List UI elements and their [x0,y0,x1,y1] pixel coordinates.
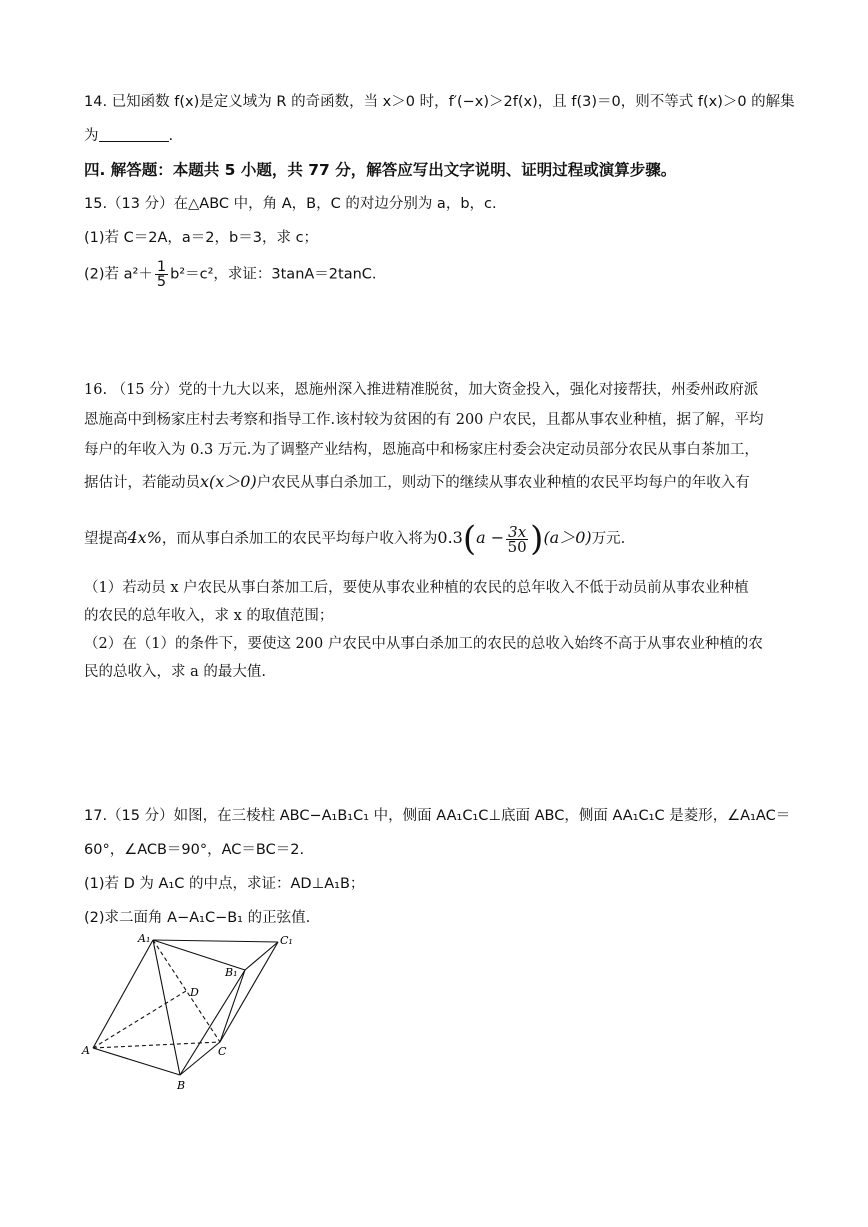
fraction-denominator: 5 [156,274,167,290]
label-A: A [82,1044,90,1057]
q14-line1: 14. 已知函数 f(x)是定义域为 R 的奇函数，当 x＞0 时，f′(−x)＞2f(x)，且 f(3)＝0，则不等式 f(x)＞0 的解集 [84,94,795,110]
q15-intro: 15.（13 分）在△ABC 中，角 A，B，C 的对边分别为 a，b，c. [84,196,497,212]
q17-part1: (1)若 D 为 A₁C 的中点，求证：AD⊥A₁B； [84,876,365,892]
q16-line4-suffix: 户农民从事白杀加工，则动下的继续从事农业种植的农民平均每户的年收入有 [256,475,750,491]
q16-line5-mid: ，而从事白杀加工的农民平均每户收入将为 [161,531,438,547]
q16-frac-den: 50 [507,537,527,556]
q16-line4-math: x(x＞0) [200,472,257,491]
edge-B-C [180,1042,220,1075]
q16-line3: 每户的年收入为 0.3 万元.为了调整产业结构，恩施高中和杨家庄村委会决定动员部分农民从事白茶加工， [84,442,759,458]
q14-line2 [84,126,173,146]
q16-line5-coef: 0.3 [437,528,463,547]
edge-A-D-dashed [93,991,186,1048]
q16-line1: 16. （15 分）党的十九大以来，恩施州深入推进精准脱贫，加大资金投入，强化对接帮扶，州委州政府派 [84,382,759,398]
q16-sub1-line1: （1）若动员 x 户农民从事白茶加工后，要使从事农业种植的农民的总年收入不低于动员前从事农业种植 [84,580,749,596]
prism-figure [80,930,310,1095]
q15-part2-suffix: b²＝c²，求证：3tanA＝2tanC. [170,266,377,283]
q17-line1: 17.（15 分）如图，在三棱柱 ABC−A₁B₁C₁ 中，侧面 AA₁C₁C⊥底面 ABC，侧面 AA₁C₁C 是菱形，∠A₁AC＝ [84,808,791,824]
q17-line2: 60°，∠ACB＝90°，AC＝BC＝2. [84,842,305,858]
q16-line5-math1: 4x% [127,528,162,547]
q16-sub1-line2: 的农民的总年收入，求 x 的取值范围； [84,608,334,624]
q16-sub2-line1: （2）在（1）的条件下，要使这 200 户农民中从事白杀加工的农民的总收入始终不高于从事农业种植的农 [84,636,763,652]
answer-blank[interactable] [99,127,169,142]
left-paren: ( [462,519,477,559]
q16-line2: 恩施高中到杨家庄村去考察和指导工作.该村较为贫困的有 200 户农民，且都从事农业种植，据了解，平均 [84,412,764,428]
q16-sub2-line2: 民的总收入，求 a 的最大值. [84,664,266,680]
edge-A1-C1 [153,940,278,942]
label-C1: C₁ [280,934,293,947]
right-paren: ) [530,519,544,559]
label-B: B [177,1079,186,1092]
q16-line4-prefix: 据估计，若能动员 [84,475,200,491]
q16-line5-a: a − [476,528,505,547]
q16-line5-prefix: 望提高 [84,531,128,547]
edge-A-C-dashed [93,1042,220,1048]
edge-B1-C1 [245,942,278,970]
edge-A-B [93,1048,180,1075]
q16-line4 [84,472,750,493]
q14-prefix: 为 [84,128,99,144]
label-D: D [190,986,199,999]
q16-line5-suffix: 万元. [591,531,626,547]
q15-part1: (1)若 C＝2A，a＝2，b＝3，求 c； [84,230,319,246]
label-A1: A₁ [138,932,151,945]
fraction-numerator: 1 [156,259,167,275]
label-C: C [218,1045,227,1058]
q15-part2 [84,260,377,289]
q15-part2-prefix: (2)若 a²＋ [84,266,153,283]
q14-suffix: . [168,128,174,144]
fraction [155,260,168,289]
edge-C-C1 [220,942,278,1042]
q16-line5-cond: (a＞0) [543,528,592,547]
edge-A-A1 [93,940,153,1048]
q16-fraction [506,522,528,556]
label-B1: B₁ [225,966,238,979]
q16-frac-num: 3x [508,522,527,541]
section-heading: 四. 解答题：本题共 5 小题，共 77 分，解答应写出文字说明、证明过程或演算步骤。 [84,161,677,179]
q16-line5 [84,518,625,558]
q17-part2: (2)求二面角 A−A₁C−B₁ 的正弦值. [84,910,311,926]
